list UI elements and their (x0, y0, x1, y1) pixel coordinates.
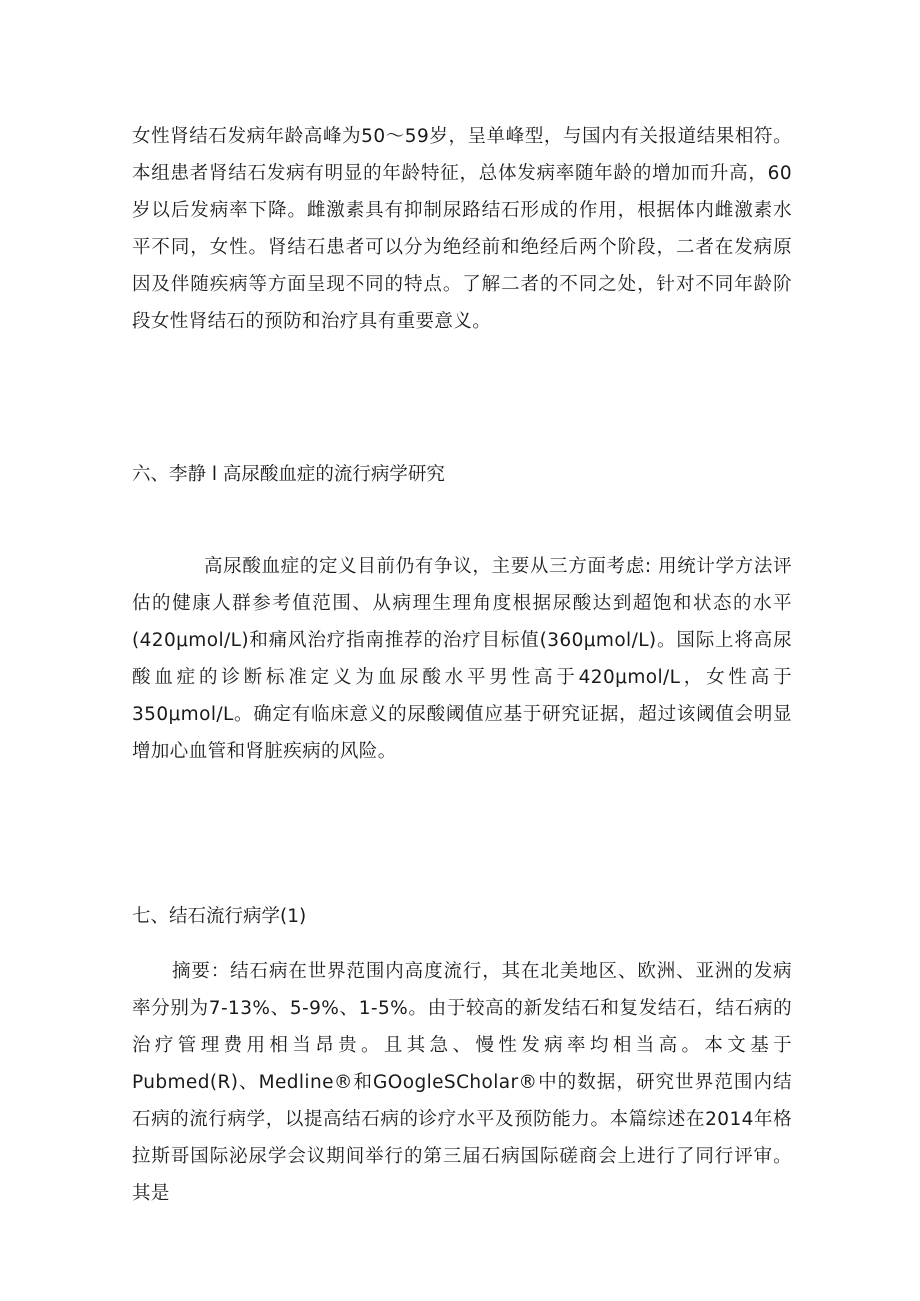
paragraph-kidney-stone-age: 女性肾结石发病年龄高峰为50〜59岁，呈单峰型，与国内有关报道结果相符。本组患者肾结石发病有明显的年龄特征，总体发病率随年龄的增加而升高，60岁以后发病率下降。雌激素具有抑制尿路结石形成的作用，根据体内雌激素水平不同，女性。肾结石患者可以分为绝经前和绝经后两个阶段，二者在发病原因及伴随疾病等方面呈现不同的特点。了解二者的不同之处，针对不同年龄阶段女性肾结石的预防和治疗具有重要意义。 (132, 126, 792, 332)
section-heading-7: 七、结石流行病学(1) (132, 906, 307, 927)
paragraph-hyperuricemia: 高尿酸血症的定义目前仍有争议，主要从三方面考虑: 用统计学方法评估的健康人群参考值范围、从病理生理角度根据尿酸达到超饱和状态的水平(420μmol/L)和痛风治疗指南推荐的治疗目标值(360μmol/L)。国际上将高尿酸血症的诊断标准定义为血尿酸水平男性高于420μmol/L，女性高于350μmol/L。确定有临床意义的尿酸阈值应基于研究证据，超过该阈值会明显增加心血管和肾脏疾病的风险。 (132, 556, 792, 762)
section-heading-6: 六、李静 l 高尿酸血症的流行病学研究 (132, 464, 445, 485)
paragraph-abstract: 摘要：结石病在世界范围内高度流行，其在北美地区、欧洲、亚洲的发病率分别为7-13%、5-9%、1-5%。由于较高的新发结石和复发结石，结石病的治疗管理费用相当昂贵。且其急、慢性发病率均相当高。本文基于Pubmed(R)、Medline®和GOogleSCholar®中的数据，研究世界范围内结石病的流行病学，以提高结石病的诊疗水平及预防能力。本篇综述在2014年格拉斯哥国际泌尿学会议期间举行的第三届石病国际磋商会上进行了同行评审。其是 (132, 961, 792, 1204)
